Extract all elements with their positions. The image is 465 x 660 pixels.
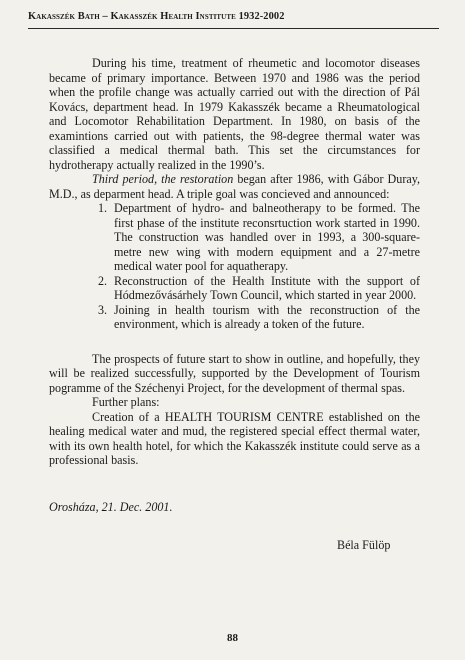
- body-text: [49, 56, 420, 468]
- running-header: Kakasszék Bath – Kakasszék Health Institute 1932-2002: [28, 11, 285, 22]
- list-item-number: 1.: [98, 201, 108, 215]
- paragraph-2-italic: Third period, the restoration: [92, 172, 234, 186]
- list-item: [98, 302, 420, 332]
- paragraph-4: Further plans:: [92, 395, 160, 409]
- list-item-text: Reconstruction of the Health Institute with the support of Hódmezővásárhely Town Council, which started in year 2000.: [114, 273, 420, 302]
- section-gap: [49, 332, 420, 352]
- place-date: Orosháza, 21. Dec. 2001.: [49, 500, 173, 514]
- paragraph-1: During his time, treatment of rheumetic and locomotor diseases became of primary importance. Between 1970 and 1986 was the period when the profile change was actually carried out with the direction of Pál Kovács, department head. In 1979 Kakasszék became a Rheumatological and Locomotor Rehabilitation Department. In 1980, on basis of the examintions carried out with patients, the 98-degree thermal water was classified a medical thermal bath. This set the circumstances for hydrotherapy actually realized in the 1990’s.: [49, 56, 420, 172]
- list-item: [98, 201, 420, 274]
- paragraph-2: [49, 172, 420, 201]
- list-item-number: 2.: [98, 273, 108, 288]
- page-number: 88: [227, 632, 238, 644]
- goals-list: [49, 201, 420, 332]
- header-rule: [28, 28, 439, 29]
- list-item-text: Department of hydro- and balneotherapy to be formed. The first phase of the institute reconsrtuction work started in 1990. The construction was handled over in 1993, a 300-square-metre new wing with modern equipment and a 27-metre medical water pool for aquatherapy.: [114, 201, 420, 273]
- list-item: [98, 273, 420, 303]
- paragraph-2-rest: began after 1986, with Gábor Duray, M.D., as deparment head. A triple goal was concieved and announced:: [49, 172, 421, 201]
- list-item-text: Joining in health tourism with the reconstruction of the environment, which is already a token of the future.: [114, 302, 420, 331]
- paragraph-3: The prospects of future start to show in outline, and hopefully, they will be realized successfully, supported by the Development of Tourism pogramme of the Széchenyi Project, for the development of thermal spas.: [49, 351, 420, 395]
- list-item-number: 3.: [98, 302, 108, 317]
- signature: Béla Fülöp: [337, 538, 391, 552]
- paragraph-5: Creation of a HEALTH TOURISM CENTRE established on the healing medical water and mud, the registered special effect thermal water, with its own health hotel, for which the Kakasszék institute could serve as a professional basis.: [49, 409, 420, 467]
